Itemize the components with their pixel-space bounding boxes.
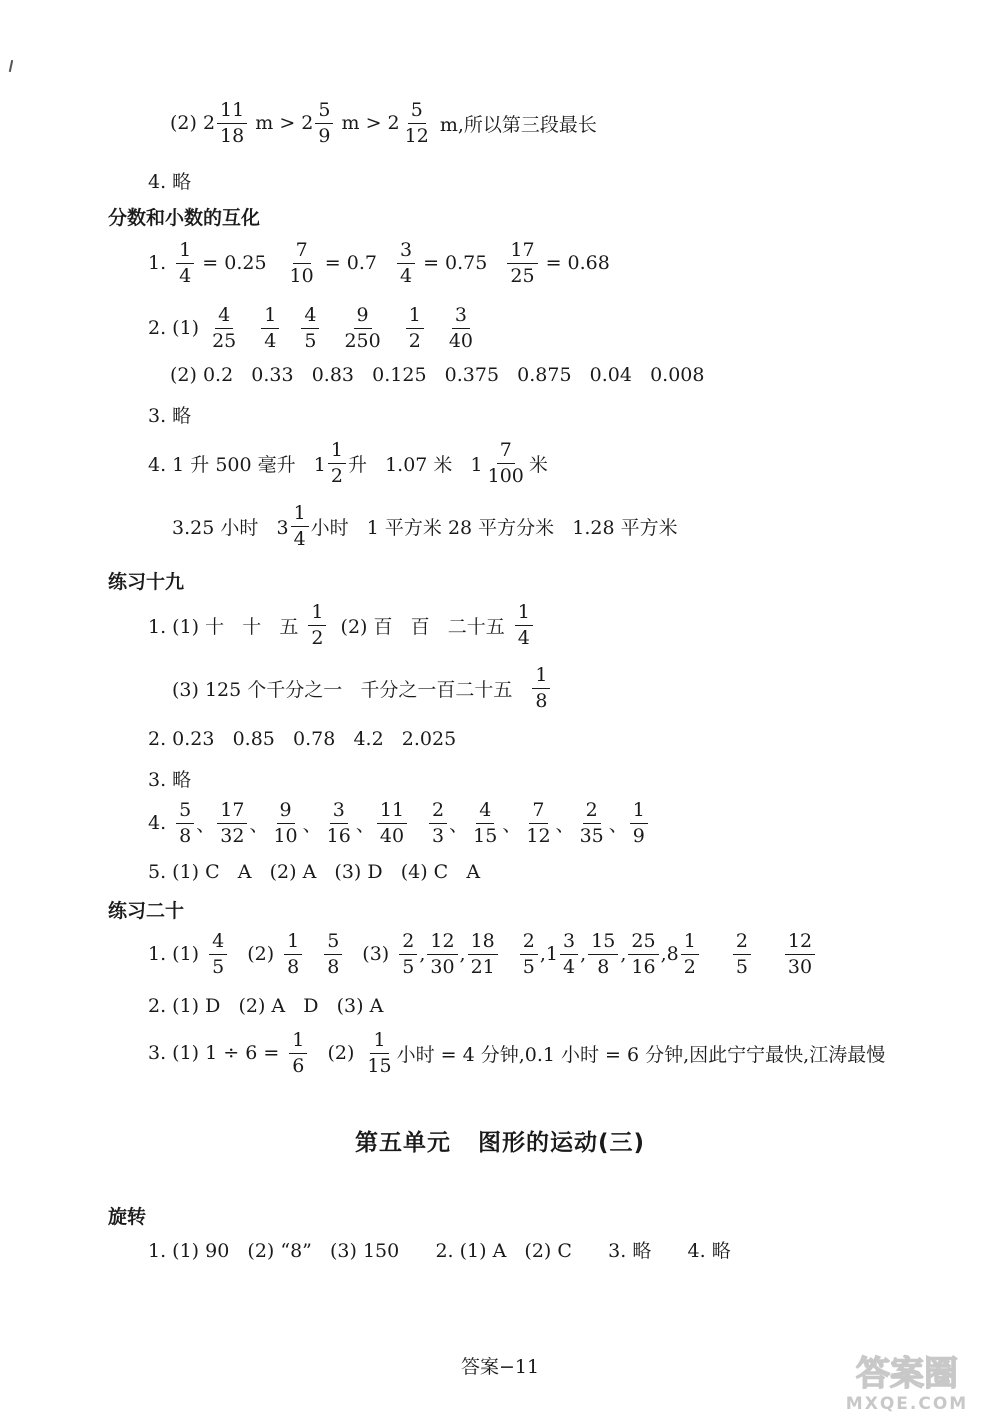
text: m > 2 [335, 112, 400, 135]
fraction: 1 4 [291, 503, 309, 550]
answer-line: 2. 0.23 0.85 0.78 4.2 2.025 [148, 728, 457, 750]
watermark-bottom: MXQE.COM [845, 1394, 969, 1414]
answer-line-time: 3. (1) 1 ÷ 6 = 1 6 (2) 1 15 小时 = 4 分钟,0.1 小时 = 6 分钟,因此宁宁最快,江涛最慢 [148, 1029, 886, 1077]
answer-line-fraction-decimal: 1. $\frac{1}{4}$ = 0.25 $\frac{7}{10}$ = 0.7 $\frac{3}{4}$ = 0.75 $\frac{17}{25}$ = 0.68 [148, 239, 610, 287]
unit-title: 第五单元 图形的运动(三) [354, 1130, 646, 1156]
fraction: 1 4 [261, 305, 279, 352]
fraction: $\frac{7}{10}$ [289, 239, 314, 287]
fraction: 15 8 [588, 931, 618, 978]
fraction: 4 25 [212, 304, 237, 352]
fraction: 4 5 [209, 931, 227, 978]
fraction: 3 16 [326, 799, 351, 847]
fraction: 12 30 [785, 931, 815, 978]
fraction: 11 40 [377, 800, 407, 847]
text: (2) 2 [170, 112, 216, 135]
fraction: $\frac{1}{4}$ [176, 240, 194, 287]
section-heading: 练习十九 [108, 571, 185, 593]
fraction: 9 10 [273, 799, 298, 847]
fraction: 1 9 [630, 800, 648, 847]
fraction: 4 15 [473, 799, 498, 847]
answer-line: 1. (1) 十 十 五 1 2 (2) 百 百 二十五 1 4 [148, 602, 535, 649]
fraction: 2 5 [520, 931, 538, 978]
answer-line: 3. 略 [148, 405, 192, 427]
fraction: $\frac{17}{25}$ [507, 240, 537, 287]
section-heading: 旋转 [108, 1206, 147, 1228]
fraction: 9 250 [344, 304, 381, 352]
fraction: 1 8 [284, 931, 302, 978]
answer-line-units: 4. 1 升 500 毫升 1 1 2 升 1.07 米 1 7 100 米 [148, 439, 548, 487]
watermark-icon [832, 1345, 982, 1415]
fraction: 1 2 [308, 602, 326, 649]
answer-line: (3) 125 个千分之一 千分之一百二十五 1 8 [172, 665, 552, 712]
fraction: 11 18 [217, 100, 247, 147]
fraction: 1 2 [328, 440, 346, 487]
fraction: 1 8 [532, 665, 550, 712]
answer-line-ordering: 4. 5 8 、 17 32 、 9 10 、 3 16 、 11 40 2 3 、 4 15 、 7 12 、 2 35 、 1 9 [148, 800, 650, 847]
page-footer: 答案−11 [460, 1356, 540, 1378]
answer-line: 1. (1) 90 (2) “8” (3) 150 2. (1) A (2) C 3. 略 4. 略 [148, 1240, 731, 1262]
answer-line: 3. 略 [148, 769, 192, 791]
mixed-number: 1 3 4 [546, 931, 580, 978]
fraction: $\frac{3}{4}$ [397, 240, 415, 287]
answer-line-fractions: 2. (1) 4 25 1 4 4 5 9 250 1 2 3 40 [148, 305, 478, 352]
answer-line-units: 3.25 小时 3 1 4 小时 1 平方米 28 平方分米 1.28 平方米 [172, 502, 678, 550]
section-heading: 分数和小数的互化 [108, 207, 261, 229]
section-heading: 练习二十 [108, 900, 185, 922]
answer-line: 4. 略 [148, 171, 192, 193]
watermark-top: 答案圈 [856, 1354, 958, 1394]
fraction: 1 2 [406, 305, 424, 352]
mixed-number: 8 1 2 [667, 931, 701, 978]
fraction: 5 9 [315, 100, 333, 147]
fraction: 3 40 [448, 304, 474, 352]
answer-line: 5. (1) C A (2) A (3) D (4) C A [148, 861, 481, 883]
fraction: 7 12 [526, 799, 551, 847]
text: m,所以第三段最长 [433, 113, 597, 136]
fraction: 1 15 [367, 1029, 392, 1077]
fraction: 7 100 [487, 439, 524, 487]
fraction: 5 8 [324, 931, 342, 978]
fraction: 2 35 [579, 799, 604, 847]
fraction: 25 16 [628, 931, 658, 978]
text: m > 2 [249, 112, 314, 135]
fraction: 12 30 [427, 931, 457, 978]
page-mark [9, 60, 13, 72]
answer-line: (2) 0.2 0.33 0.83 0.125 0.375 0.875 0.04 0.008 [170, 364, 705, 386]
fraction: 18 21 [468, 931, 498, 978]
answer-line-comparison [170, 100, 597, 147]
fraction: 5 12 [404, 99, 429, 147]
watermark-logo [832, 1345, 982, 1415]
fraction: 1 4 [515, 602, 533, 649]
fraction: 2 5 [733, 931, 751, 978]
fraction: 4 5 [301, 305, 319, 352]
fraction: 5 8 [176, 800, 194, 847]
fraction: 17 32 [217, 800, 247, 847]
fraction: 1 6 [289, 1030, 307, 1077]
fraction: 2 3 [429, 800, 447, 847]
fraction: 2 5 [399, 931, 417, 978]
answer-line-fractions: 1. (1) 4 5 (2) 1 8 5 8 (3) 2 5 , 12 30 , 18 21 2 5 , 1 3 4 , 15 8 , 25 16 , 8 1 2 2 5 12 30 [148, 931, 817, 978]
answer-line: 2. (1) D (2) A D (3) A [148, 995, 384, 1017]
